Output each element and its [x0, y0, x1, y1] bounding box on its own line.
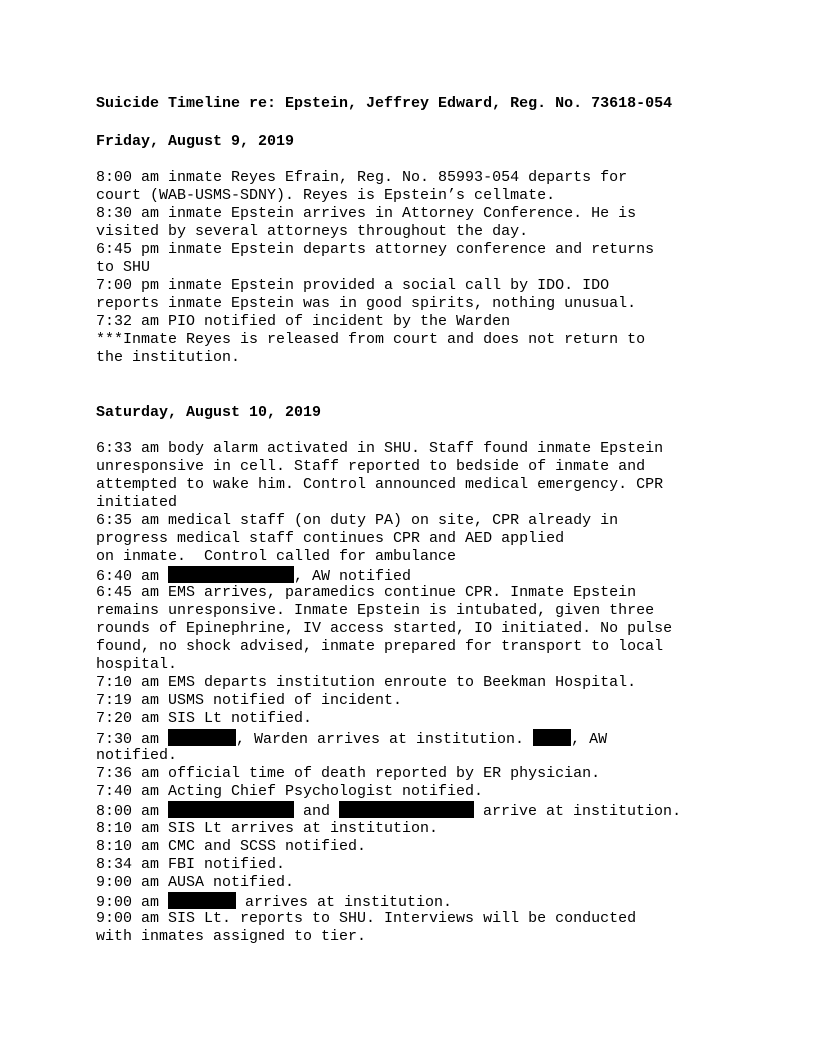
timeline-line: 9:00 am AUSA notified. — [96, 874, 295, 891]
document-title: Suicide Timeline re: Epstein, Jeffrey Edward, Reg. No. 73618-054 — [96, 95, 673, 112]
timeline-line — [96, 801, 681, 821]
timeline-line: court (WAB-USMS-SDNY). Reyes is Epstein’s cellmate. — [96, 187, 556, 204]
timeline-line: remains unresponsive. Inmate Epstein is intubated, given three — [96, 602, 655, 619]
timeline-line: 6:45 pm inmate Epstein departs attorney conference and returns — [96, 241, 655, 258]
timeline-line: to SHU — [96, 259, 151, 276]
timeline-line: 6:35 am medical staff (on duty PA) on site, CPR already in — [96, 512, 619, 529]
line-text: 9:00 am — [96, 894, 169, 911]
line-text: arrives at institution. — [236, 894, 453, 911]
timeline-line: hospital. — [96, 656, 178, 673]
timeline-line — [96, 566, 411, 586]
redaction-block — [339, 801, 474, 818]
timeline-line: 7:00 pm inmate Epstein provided a social call by IDO. IDO — [96, 277, 610, 294]
timeline-line: attempted to wake him. Control announced medical emergency. CPR — [96, 476, 664, 493]
redaction-block — [168, 566, 294, 583]
timeline-line: 7:19 am USMS notified of incident. — [96, 692, 403, 709]
timeline-line: initiated — [96, 494, 178, 511]
line-text: and — [294, 803, 340, 820]
timeline-line: unresponsive in cell. Staff reported to bedside of inmate and — [96, 458, 646, 475]
timeline-line: 8:30 am inmate Epstein arrives in Attorney Conference. He is — [96, 205, 637, 222]
redaction-block — [168, 892, 236, 909]
timeline-line: with inmates assigned to tier. — [96, 928, 367, 945]
line-text: 6:40 am — [96, 568, 169, 585]
line-text: 7:30 am — [96, 731, 169, 748]
timeline-line — [96, 729, 607, 749]
section-heading: Friday, August 9, 2019 — [96, 133, 295, 150]
timeline-line: reports inmate Epstein was in good spirits, nothing unusual. — [96, 295, 637, 312]
timeline-line: on inmate. Control called for ambulance — [96, 548, 457, 565]
line-text: , AW notified — [294, 568, 412, 585]
timeline-line: rounds of Epinephrine, IV access started, IO initiated. No pulse — [96, 620, 673, 637]
timeline-line: visited by several attorneys throughout the day. — [96, 223, 529, 240]
timeline-line: progress medical staff continues CPR and AED applied — [96, 530, 565, 547]
timeline-line: 8:34 am FBI notified. — [96, 856, 286, 873]
timeline-line: ***Inmate Reyes is released from court and does not return to — [96, 331, 646, 348]
redaction-block — [533, 729, 571, 746]
timeline-line: 9:00 am SIS Lt. reports to SHU. Interviews will be conducted — [96, 910, 637, 927]
timeline-line: 7:20 am SIS Lt notified. — [96, 710, 313, 727]
timeline-line: the institution. — [96, 349, 241, 366]
line-text: , Warden arrives at institution. — [236, 731, 534, 748]
timeline-line: 7:10 am EMS departs institution enroute to Beekman Hospital. — [96, 674, 637, 691]
timeline-line: 7:36 am official time of death reported by ER physician. — [96, 765, 601, 782]
redaction-block — [168, 801, 294, 818]
redaction-block — [168, 729, 236, 746]
timeline-line: 8:00 am inmate Reyes Efrain, Reg. No. 85993-054 departs for — [96, 169, 628, 186]
timeline-line: 6:45 am EMS arrives, paramedics continue CPR. Inmate Epstein — [96, 584, 637, 601]
line-text: 8:00 am — [96, 803, 169, 820]
timeline-line — [96, 892, 452, 912]
timeline-line: 6:33 am body alarm activated in SHU. Staff found inmate Epstein — [96, 440, 664, 457]
timeline-line: notified. — [96, 747, 178, 764]
timeline-line: 7:32 am PIO notified of incident by the Warden — [96, 313, 511, 330]
line-text: arrive at institution. — [474, 803, 682, 820]
section-heading: Saturday, August 10, 2019 — [96, 404, 322, 421]
line-text: , AW — [571, 731, 608, 748]
timeline-line: found, no shock advised, inmate prepared for transport to local — [96, 638, 664, 655]
timeline-line: 8:10 am CMC and SCSS notified. — [96, 838, 367, 855]
timeline-line: 7:40 am Acting Chief Psychologist notified. — [96, 783, 484, 800]
timeline-line: 8:10 am SIS Lt arrives at institution. — [96, 820, 439, 837]
